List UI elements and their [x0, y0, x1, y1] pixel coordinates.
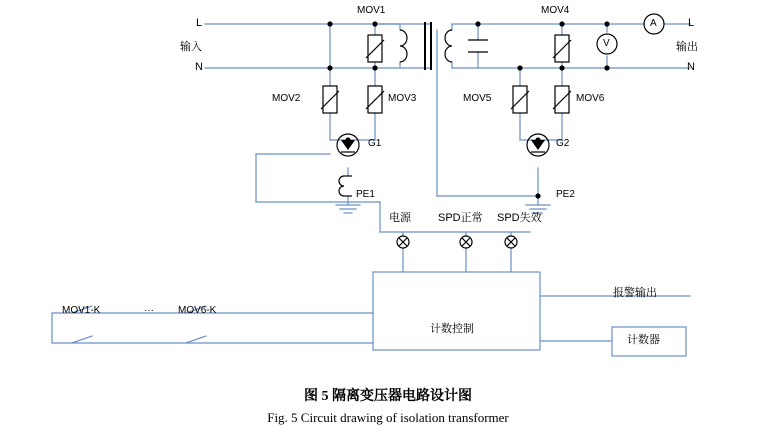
label-lamp-power: 电源 [389, 212, 411, 224]
label-voltmeter: V [603, 38, 610, 49]
junction-l-mov1 [327, 21, 332, 26]
label-output-cn: 输出 [676, 41, 698, 53]
junction-g1-bus [345, 137, 350, 142]
mov5-slash [511, 91, 529, 109]
figure-caption-en: Fig. 5 Circuit drawing of isolation transformer [267, 410, 509, 425]
label-g1: G1 [368, 138, 382, 149]
junction-l-mov3 [372, 21, 377, 26]
label-lamp-spd-ok: SPD正常 [438, 212, 483, 224]
junction-l-voltmeter [604, 21, 609, 26]
transformer-primary [400, 30, 407, 62]
label-mov-ellipsis: ··· [144, 305, 154, 316]
label-neutral-output: N [687, 61, 695, 73]
switch-mov1k-b [72, 336, 92, 343]
mov4-slash [553, 40, 571, 58]
label-ammeter: A [650, 18, 657, 29]
label-mov2: MOV2 [272, 93, 301, 104]
junction-n-primary [372, 65, 377, 70]
switch-mov6k-b [186, 336, 206, 343]
label-controller: 计数控制 [430, 323, 474, 335]
label-line-input: L [196, 17, 203, 29]
label-neutral-input: N [195, 61, 203, 73]
junction-n-mov5 [517, 65, 522, 70]
label-alarm-output: 报警输出 [613, 287, 657, 299]
junction-pe2 [535, 193, 540, 198]
label-input-cn: 输入 [180, 41, 202, 53]
label-mov1k: MOV1-K [62, 305, 101, 316]
label-lamp-spd-fail: SPD失效 [497, 212, 542, 224]
junction-n-voltmeter [604, 65, 609, 70]
mov2-slash [321, 91, 339, 109]
label-g2: G2 [556, 138, 570, 149]
label-mov3: MOV3 [388, 93, 417, 104]
label-mov1: MOV1 [357, 5, 386, 16]
label-mov6: MOV6 [576, 93, 605, 104]
junction-g2-bus [535, 137, 540, 142]
junction-n-mov6 [559, 65, 564, 70]
label-pe2: PE2 [556, 189, 575, 200]
junction-l-mov4 [559, 21, 564, 26]
label-line-output: L [688, 17, 695, 29]
label-mov6k: MOV6-K [178, 305, 217, 316]
label-mov5: MOV5 [463, 93, 492, 104]
controller-box [373, 272, 540, 350]
mov1-slash [366, 40, 384, 58]
mov3-slash [366, 91, 384, 109]
label-counter: 计数器 [627, 334, 660, 346]
label-pe1: PE1 [356, 189, 375, 200]
junction-l-cap [475, 21, 480, 26]
transformer-secondary [445, 30, 452, 62]
g1-coil [339, 176, 344, 196]
junction-n-mov2 [327, 65, 332, 70]
label-mov4: MOV4 [541, 5, 570, 16]
mov6-slash [553, 91, 571, 109]
figure-caption-cn: 图 5 隔离变压器电路设计图 [304, 389, 472, 404]
